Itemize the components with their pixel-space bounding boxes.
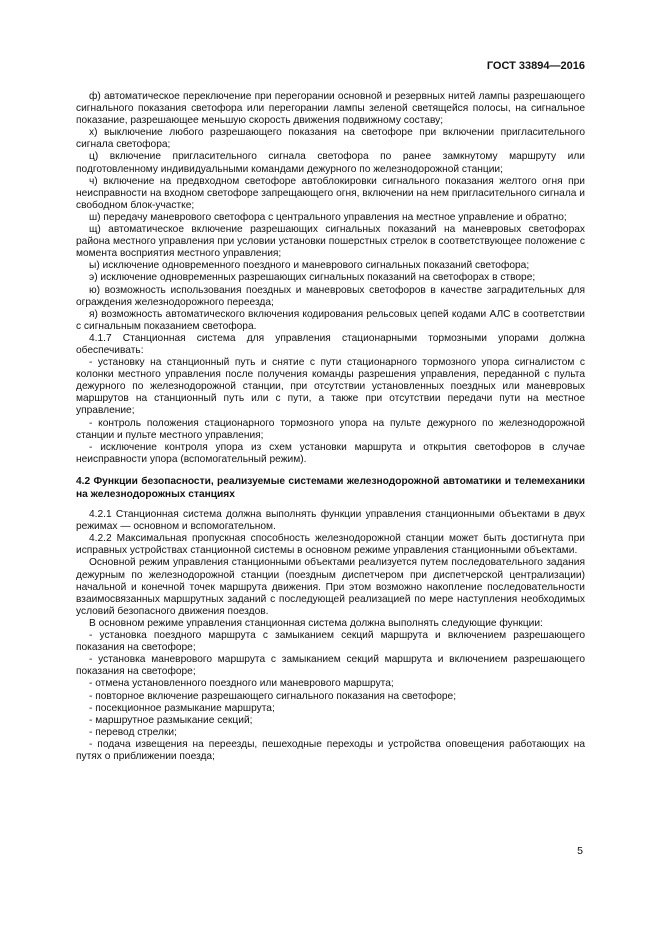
paragraph: - маршрутное размыкание секций; — [89, 714, 253, 726]
paragraph: - установка поездного маршрута с замыканием секций маршрута и включением разрешающего показания на светофоре; — [76, 630, 585, 654]
paragraph: Основной режим управления станционными объектами реализуется путем последовательного задания дежурным по железнодорожной станции (поездным диспетчером при диспетчерской централизации) начальной и конечной точек маршрута движения. При этом возможно накопление последовательности взаимосвязанных маршрутных заданий с последующей реализацией по мере наступления необходимых условий безопасного движения поездов. — [76, 557, 585, 617]
paragraph: щ) автоматическое включение разрешающих сигнальных показаний на маневровых светофорах района местного управления при условии установки пошерстных стрелок в соответствующее положение с момента восприятия местного управления; — [76, 224, 585, 260]
paragraph: - исключение контроля упора из схем установки маршрута и открытия светофоров в случае неисправности упора (вспомогательный режим). — [76, 441, 585, 465]
paragraph: ф) автоматическое переключение при перегорании основной и резервных нитей лампы разрешающего сигнального показания светофора или перегорании лампы зеленой светящейся полосы, на сигнальное показание, разрешающее меньшую скорость движения подвижному составу; — [76, 91, 585, 127]
paragraph: я) возможность автоматического включения кодирования рельсовых цепей кодами АЛС в соответствии с сигнальным показанием светофора. — [76, 308, 585, 332]
page-number: 5 — [577, 845, 583, 857]
paragraph: - установку на станционный путь и снятие с пути стационарного тормозного упора сигналистом с колонки местного управления после получения команды разрешения управления, переданной с пульта дежурного по железнодорожной станции, при отсутствии установленных поездных или маневровых маршрутов на станционный путь или с пути, а также при отсутствии передачи пути на местное управление; — [76, 357, 585, 417]
document-code-header: ГОСТ 33894—2016 — [486, 60, 585, 72]
paragraph: - повторное включение разрешающего сигнального показания на светофоре; — [89, 690, 457, 702]
paragraph: - контроль положения стационарного тормозного упора на пульте дежурного по железнодорожной станции и пульте местного управления; — [76, 417, 585, 441]
paragraph: - посекционное размыкание маршрута; — [89, 702, 275, 714]
paragraph: - подача извещения на переезды, пешеходные переходы и устройства оповещения работающих на путях о приближении поезда; — [76, 738, 585, 762]
paragraph: В основном режиме управления станционная система должна выполнять следующие функции: — [89, 617, 543, 629]
paragraph: ш) передачу маневрового светофора с центрального управления на местное управление и обратно; — [89, 211, 567, 223]
paragraph: ю) возможность использования поездных и маневровых светофоров в качестве заградительных для ограждения железнодорожного переезда; — [76, 284, 585, 308]
paragraph: - установка маневрового маршрута с замыканием секций маршрута и включением разрешающего показания на светофоре; — [76, 654, 585, 678]
paragraph: 4.1.7 Станционная система для управления стационарными тормозными упорами должна обеспечивать: — [76, 332, 585, 356]
paragraph: - отмена установленного поездного или маневрового маршрута; — [89, 678, 394, 690]
paragraph: ы) исключение одновременного поездного и маневрового сигнальных показаний светофора; — [89, 260, 530, 272]
paragraph: х) выключение любого разрешающего показания на светофоре при включении пригласительного сигнала светофора; — [76, 127, 585, 151]
paragraph: ц) включение пригласительного сигнала светофора по ранее замкнутому маршруту или подготовленному индивидуальными командами дежурного по железнодорожной станции; — [76, 151, 585, 175]
section-heading: 4.2 Функции безопасности, реализуемые системами железнодорожной автоматики и телемеханики на железнодорожных станциях — [76, 475, 585, 500]
paragraph: э) исключение одновременных разрешающих сигнальных показаний на светофорах в створе; — [89, 272, 536, 284]
paragraph: - перевод стрелки; — [89, 726, 177, 738]
paragraph: 4.2.2 Максимальная пропускная способность железнодорожной станции может быть достигнута при исправных устройствах станционной системы в основном режиме управления станционными объектами. — [76, 533, 585, 557]
document-body — [76, 91, 585, 763]
paragraph: ч) включение на предвходном светофоре автоблокировки сигнального показания желтого огня при неисправности на входном светофоре запрещающего огня, включении на нем пригласительного сигнала и свободном блок-участке; — [76, 175, 585, 211]
paragraph: 4.2.1 Станционная система должна выполнять функции управления станционными объектами в двух режимах — основном и вспомогательном. — [76, 509, 585, 533]
